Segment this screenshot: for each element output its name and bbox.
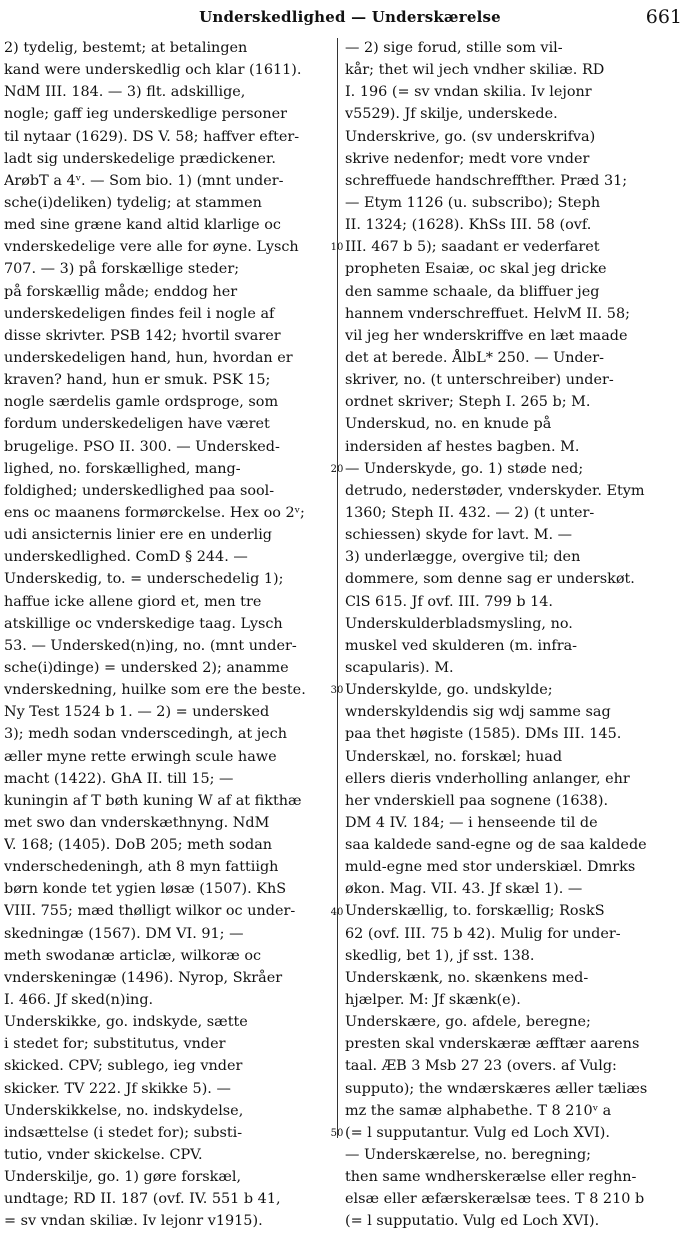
text-line: Underskilje, go. 1) gøre forskæl, bbox=[4, 1169, 242, 1186]
text-line: atskillige oc vnderskedige taag. Lysch bbox=[4, 615, 283, 632]
text-line: indersiden af hestes bagben. M. bbox=[345, 438, 580, 455]
text-line: 3) underlægge, overgive til; den bbox=[345, 549, 581, 566]
running-title: Underskedlighed — Underskærelse bbox=[199, 8, 501, 26]
text-line: underskedeligen hand, hun, hvordan er bbox=[4, 349, 293, 366]
text-line: NdM III. 184. — 3) flt. adskillige, bbox=[4, 84, 246, 101]
text-line: disse skrivter. PSB 142; hvortil svarer bbox=[4, 327, 281, 344]
text-line: II. 1324; (1628). KhSs III. 58 (ovf. bbox=[345, 217, 592, 234]
text-line: på forskællig måde; enddog her bbox=[4, 283, 238, 300]
text-line: propheten Esaiæ, oc skal jeg dricke bbox=[345, 261, 607, 278]
text-line: ladt sig underskedelige prædickener. bbox=[4, 150, 276, 167]
text-line: III. 467 b 5); saadant er vederfaret bbox=[345, 239, 600, 256]
text-line: Underskedig, to. = underschedelig 1); bbox=[4, 571, 284, 588]
text-line: Underskud, no. en knude på bbox=[345, 416, 552, 433]
text-line: underskedeligen findes feil i nogle af bbox=[4, 305, 275, 322]
text-line: skicked. CPV; sublego, ieg vnder bbox=[4, 1058, 243, 1075]
text-line: detrudo, nederstøder, vnderskyder. Etym bbox=[345, 482, 645, 499]
text-line: brugelige. PSO II. 300. — Undersked- bbox=[4, 438, 280, 455]
text-line: ClS 615. Jf ovf. III. 799 b 14. bbox=[345, 593, 554, 610]
right-column bbox=[345, 37, 690, 1233]
text-line: then same wndherskerælse eller reghn- bbox=[345, 1169, 637, 1186]
text-line: vil jeg her wnderskriffve en læt maade bbox=[345, 327, 628, 344]
text-line: (= l supputatio. Vulg ed Loch XVI). bbox=[345, 1213, 600, 1230]
text-line: foldighed; underskedlighed paa sool- bbox=[4, 482, 275, 499]
text-line: kand were underskedlig och klar (1611). bbox=[4, 62, 302, 79]
text-line: skrive nedenfor; medt vore vnder bbox=[345, 150, 590, 167]
text-line: skicker. TV 222. Jf skikke 5). — bbox=[4, 1080, 231, 1097]
text-line: met swo dan vnderskæthnyng. NdM bbox=[4, 814, 270, 831]
text-line: skriver, no. (t unterschreiber) under- bbox=[345, 372, 614, 389]
text-line: taal. ÆB 3 Msb 27 23 (overs. af Vulg: bbox=[345, 1058, 617, 1075]
text-line: presten skal vnderskæræ æfftær aarens bbox=[345, 1036, 640, 1053]
text-line: 3); medh sodan vnderscedingh, at jech bbox=[4, 726, 288, 743]
line-number: 30 bbox=[330, 685, 344, 697]
text-line: — Etym 1126 (u. subscribo); Steph bbox=[345, 194, 601, 211]
text-line: = sv vndan skiliæ. Iv lejonr v1915). bbox=[4, 1213, 263, 1230]
line-number: 40 bbox=[330, 906, 344, 918]
text-line: undtage; RD II. 187 (ovf. IV. 551 b 41, bbox=[4, 1191, 281, 1208]
text-line: VIII. 755; mæd thølligt wilkor oc under- bbox=[4, 903, 296, 920]
text-line: sche(i)dinge) = undersked 2); anamme bbox=[4, 659, 289, 676]
text-line: æller myne rette erwingh scule hawe bbox=[4, 748, 277, 765]
text-line: børn konde tet ygien løsæ (1507). KhS bbox=[4, 881, 287, 898]
text-line: tutio, vnder skickelse. CPV. bbox=[4, 1147, 203, 1164]
text-line: fordum underskedeligen have været bbox=[4, 416, 270, 433]
text-line: med sine græne kand altid klarlige oc bbox=[4, 217, 281, 234]
text-line: økon. Mag. VII. 43. Jf skæl 1). — bbox=[345, 881, 583, 898]
text-line: Underskænk, no. skænkens med- bbox=[345, 969, 589, 986]
text-line: Underskulderbladsmysling, no. bbox=[345, 615, 573, 632]
text-line: Underskære, go. afdele, beregne; bbox=[345, 1014, 591, 1031]
text-line: vnderskeningæ (1496). Nyrop, Skråer bbox=[4, 969, 283, 986]
text-line: kraven? hand, hun er smuk. PSK 15; bbox=[4, 372, 271, 389]
text-line: v5529). Jf skilje, underskede. bbox=[345, 106, 558, 123]
text-line: Underskylde, go. undskylde; bbox=[345, 682, 553, 699]
text-line: Underskikkelse, no. indskydelse, bbox=[4, 1102, 244, 1119]
text-line: lighed, no. forskællighed, mang- bbox=[4, 460, 241, 477]
text-line: kår; thet wil jech vndher skiliæ. RD bbox=[345, 62, 605, 79]
text-line: dommere, som denne sag er underskøt. bbox=[345, 571, 635, 588]
text-line: nogle; gaff ieg underskedlige personer bbox=[4, 106, 287, 123]
text-line: 1360; Steph II. 432. — 2) (t unter- bbox=[345, 504, 595, 521]
text-line: hjælper. M: Jf skænk(e). bbox=[345, 992, 521, 1009]
text-line: wnderskyldendis sig wdj samme sag bbox=[345, 704, 611, 721]
text-line: — 2) sige forud, stille som vil- bbox=[345, 40, 563, 56]
text-line: 53. — Undersked(n)ing, no. (mnt under- bbox=[4, 637, 297, 654]
text-line: vnderskedelige vere alle for øyne. Lysch bbox=[4, 239, 299, 256]
text-line: 707. — 3) på forskællige steder; bbox=[4, 261, 240, 278]
line-number: 50 bbox=[330, 1128, 344, 1140]
text-line: mz the samæ alphabethe. T 8 210ᵛ a bbox=[345, 1102, 612, 1119]
text-line: den samme schaale, da bliffuer jeg bbox=[345, 283, 600, 300]
text-line: ArøbT a 4ᵛ. — Som bio. 1) (mnt under- bbox=[4, 172, 284, 189]
text-line: ordnet skriver; Steph I. 265 b; M. bbox=[345, 394, 591, 411]
page-header bbox=[0, 6, 700, 32]
text-line: underskedlighed. ComD § 244. — bbox=[4, 549, 248, 566]
text-line: Underskæl, no. forskæl; huad bbox=[345, 748, 563, 765]
text-line: skedningæ (1567). DM VI. 91; — bbox=[4, 925, 244, 942]
text-line: indsættelse (i stedet for); substi- bbox=[4, 1124, 243, 1141]
text-line: Underskrive, go. (sv underskrifva) bbox=[345, 128, 596, 145]
text-line: her vnderskiell paa sognene (1638). bbox=[345, 792, 609, 809]
text-line: muskel ved skulderen (m. infra- bbox=[345, 637, 578, 654]
text-line: (= l supputantur. Vulg ed Loch XVI). bbox=[345, 1124, 610, 1141]
text-line: — Underskærelse, no. beregning; bbox=[345, 1147, 592, 1164]
text-line: I. 466. Jf sked(n)ing. bbox=[4, 992, 154, 1009]
text-line: vnderschedeningh, ath 8 myn fattiigh bbox=[4, 859, 279, 876]
text-line: supputo); the wndærskæres æller tæliæs bbox=[345, 1080, 648, 1097]
text-line: V. 168; (1405). DoB 205; meth sodan bbox=[4, 837, 273, 854]
text-line: meth swodanæ articlæ, wilkoræ oc bbox=[4, 947, 262, 964]
text-line: sche(i)deliken) tydelig; at stammen bbox=[4, 194, 262, 211]
text-line: muld-egne med stor underskiæl. Dmrks bbox=[345, 859, 636, 876]
text-line: ellers dieris vnderholling anlanger, ehr bbox=[345, 770, 630, 787]
text-line: Underskællig, to. forskællig; RoskS bbox=[345, 903, 605, 920]
text-line: til nytaar (1629). DS V. 58; haffver efter- bbox=[4, 128, 300, 145]
text-line: hannem vnderschreffuet. HelvM II. 58; bbox=[345, 305, 630, 322]
line-number: 10 bbox=[330, 242, 344, 254]
text-line: 62 (ovf. III. 75 b 42). Mulig for under- bbox=[345, 925, 621, 942]
text-line: 2) tydelig, bestemt; at betalingen bbox=[4, 40, 248, 56]
text-line: vnderskedning, huilke som ere the beste. bbox=[4, 682, 306, 699]
text-line: DM 4 IV. 184; — i henseende til de bbox=[345, 814, 598, 831]
text-line: I. 196 (= sv vndan skilia. Iv lejonr bbox=[345, 84, 592, 101]
page-number: 661 bbox=[645, 6, 682, 28]
text-line: det at berede. ÅlbL* 250. — Under- bbox=[345, 349, 605, 366]
text-line: i stedet for; substitutus, vnder bbox=[4, 1036, 226, 1053]
left-column bbox=[4, 37, 327, 1233]
text-line: macht (1422). GhA II. till 15; — bbox=[4, 770, 234, 787]
text-line: Ny Test 1524 b 1. — 2) = undersked bbox=[4, 704, 270, 721]
text-line: elsæ eller æfærskerælsæ tees. T 8 210 b bbox=[345, 1191, 645, 1208]
text-line: Underskikke, go. indskyde, sætte bbox=[4, 1014, 248, 1031]
text-line: ens oc maanens formørckelse. Hex oo 2ᵛ; bbox=[4, 504, 305, 521]
text-line: scapularis). M. bbox=[345, 659, 454, 676]
line-number: 20 bbox=[330, 463, 344, 475]
text-line: saa kaldede sand-egne og de saa kaldede bbox=[345, 837, 647, 854]
text-line: udi ansicternis linier ere en underlig bbox=[4, 527, 273, 544]
text-line: nogle særdelis gamle ordsproge, som bbox=[4, 394, 279, 411]
text-line: schreffuede handschreffther. Præd 31; bbox=[345, 172, 628, 189]
text-line: kuningin af T bøth kuning W af at fikthæ bbox=[4, 792, 302, 809]
column-divider bbox=[337, 38, 338, 1138]
text-line: haffue icke allene giord et, men tre bbox=[4, 593, 262, 610]
text-line: — Underskyde, go. 1) støde ned; bbox=[345, 460, 584, 477]
text-line: schiessen) skyde for lavt. M. — bbox=[345, 527, 573, 544]
text-line: skedlig, bet 1), jf sst. 138. bbox=[345, 947, 535, 964]
text-line: paa thet høgiste (1585). DMs III. 145. bbox=[345, 726, 622, 743]
